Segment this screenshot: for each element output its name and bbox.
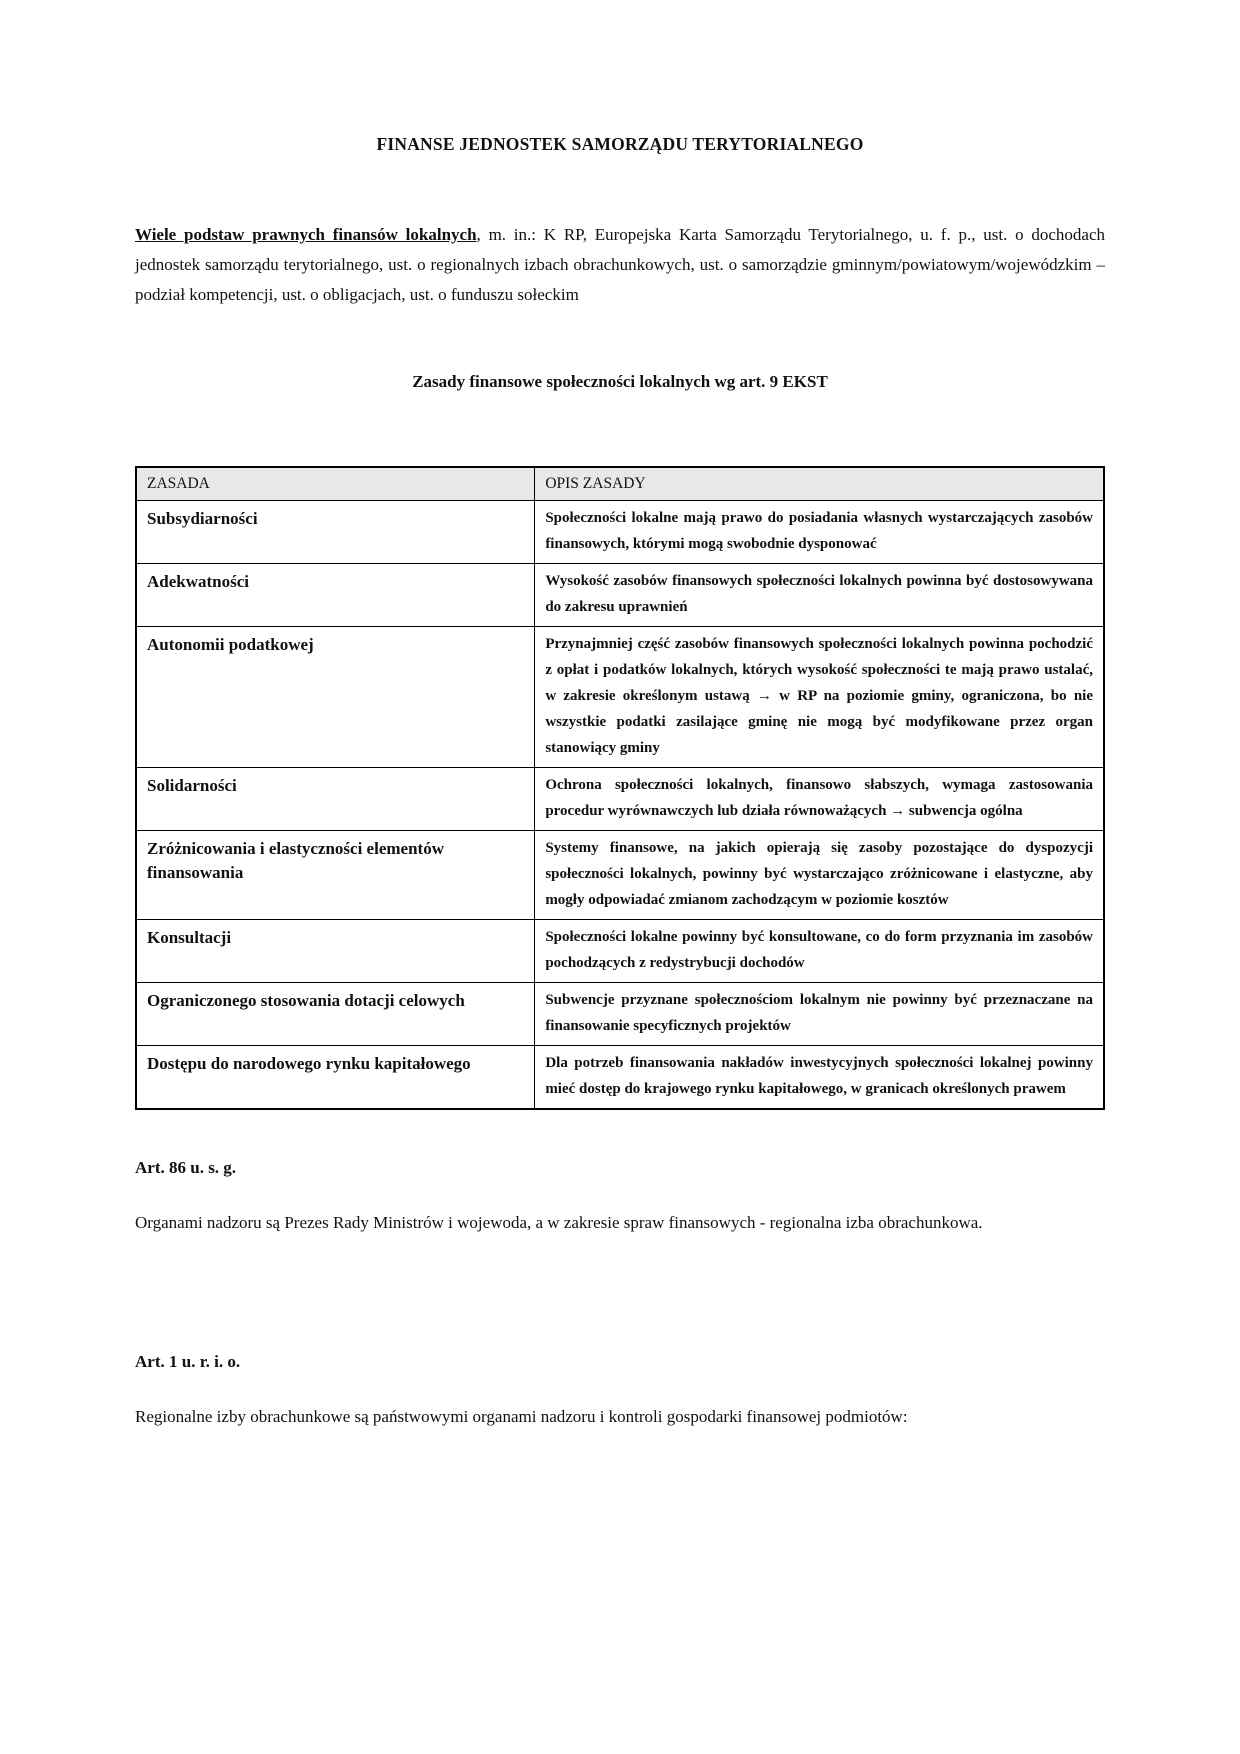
- intro-rest-text: , m. in.: K RP, Europejska Karta Samorządu Terytorialnego, u. f. p., ust. o dochodach jednostek samorządu terytorialnego, ust. o regionalnych izbach obrachunkowych, ust. o samorządzie gminnym/powiatowym/wojewódzkim – podział kompetencji, ust. o obligacjach, ust. o funduszu sołeckim: [135, 225, 1106, 304]
- rules-table: [135, 466, 1105, 1110]
- rule-description: Przynajmniej część zasobów finansowych społeczności lokalnych powinna pochodzić z opłat i podatków lokalnych, których wysokość społeczności te mają prawo ustalać, w zakresie określonym ustawą → w RP na poziomie gminy, ograniczona, bo nie wszystkie podatki zasilające gminę nie mogą być modyfikowane przez organ stanowiący gminy: [535, 627, 1104, 768]
- rule-term: Solidarności: [136, 768, 535, 831]
- rule-description: Wysokość zasobów finansowych społeczności lokalnych powinna być dostosowywana do zakresu uprawnień: [535, 564, 1104, 627]
- rule-term: Konsultacji: [136, 920, 535, 983]
- rule-description: Subwencje przyznane społecznościom lokalnym nie powinny być przeznaczane na finansowanie specyficznych projektów: [535, 983, 1104, 1046]
- document-title: FINANSE JEDNOSTEK SAMORZĄDU TERYTORIALNEGO: [376, 134, 864, 154]
- rule-description: Systemy finansowe, na jakich opierają się zasoby pozostające do dyspozycji społeczności lokalnych, powinny być wystarczająco zróżnicowane i elastyczne, aby mogły odpowiadać zmianom zachodzącym w poziomie kosztów: [535, 831, 1104, 920]
- rule-term: Autonomii podatkowej: [136, 627, 535, 768]
- rule-term: Subsydiarności: [136, 501, 535, 564]
- table-row: [136, 768, 1104, 831]
- table-row: [136, 920, 1104, 983]
- rule-term: Dostępu do narodowego rynku kapitałowego: [136, 1046, 535, 1110]
- column-header-zasada: ZASADA: [136, 467, 535, 501]
- section-body-art-86: Organami nadzoru są Prezes Rady Ministrów i wojewoda, a w zakresie spraw finansowych - regionalna izba obrachunkowa.: [135, 1213, 983, 1232]
- table-row: [136, 983, 1104, 1046]
- rule-description: Społeczności lokalne mają prawo do posiadania własnych wystarczających zasobów finansowych, którymi mogą swobodnie dysponować: [535, 501, 1104, 564]
- table-header-row: [136, 467, 1104, 501]
- table-row: [136, 831, 1104, 920]
- intro-paragraph: [135, 220, 1105, 310]
- table-row: [136, 501, 1104, 564]
- table-row: [136, 627, 1104, 768]
- section-heading-art-86: Art. 86 u. s. g.: [135, 1158, 237, 1177]
- table-row: [136, 1046, 1104, 1110]
- intro-lead-text: Wiele podstaw prawnych finansów lokalnych: [135, 225, 477, 244]
- rule-term: Adekwatności: [136, 564, 535, 627]
- rule-term: Zróżnicowania i elastyczności elementów finansowania: [136, 831, 535, 920]
- section-heading-art-1: Art. 1 u. r. i. o.: [135, 1352, 241, 1371]
- rule-description: Ochrona społeczności lokalnych, finansowo słabszych, wymaga zastosowania procedur wyrównawczych lub działa równoważących → subwencja ogólna: [535, 768, 1104, 831]
- section-body-art-1: Regionalne izby obrachunkowe są państwowymi organami nadzoru i kontroli gospodarki finansowej podmiotów:: [135, 1407, 908, 1426]
- rule-description: Społeczności lokalne powinny być konsultowane, co do form przyznania im zasobów pochodzących z redystrybucji dochodów: [535, 920, 1104, 983]
- rule-term: Ograniczonego stosowania dotacji celowych: [136, 983, 535, 1046]
- table-caption: Zasady finansowe społeczności lokalnych wg art. 9 EKST: [412, 372, 828, 391]
- column-header-opis: OPIS ZASADY: [535, 467, 1104, 501]
- rule-description: Dla potrzeb finansowania nakładów inwestycyjnych społeczności lokalnej powinny mieć dostęp do krajowego rynku kapitałowego, w granicach określonych prawem: [535, 1046, 1104, 1110]
- table-row: [136, 564, 1104, 627]
